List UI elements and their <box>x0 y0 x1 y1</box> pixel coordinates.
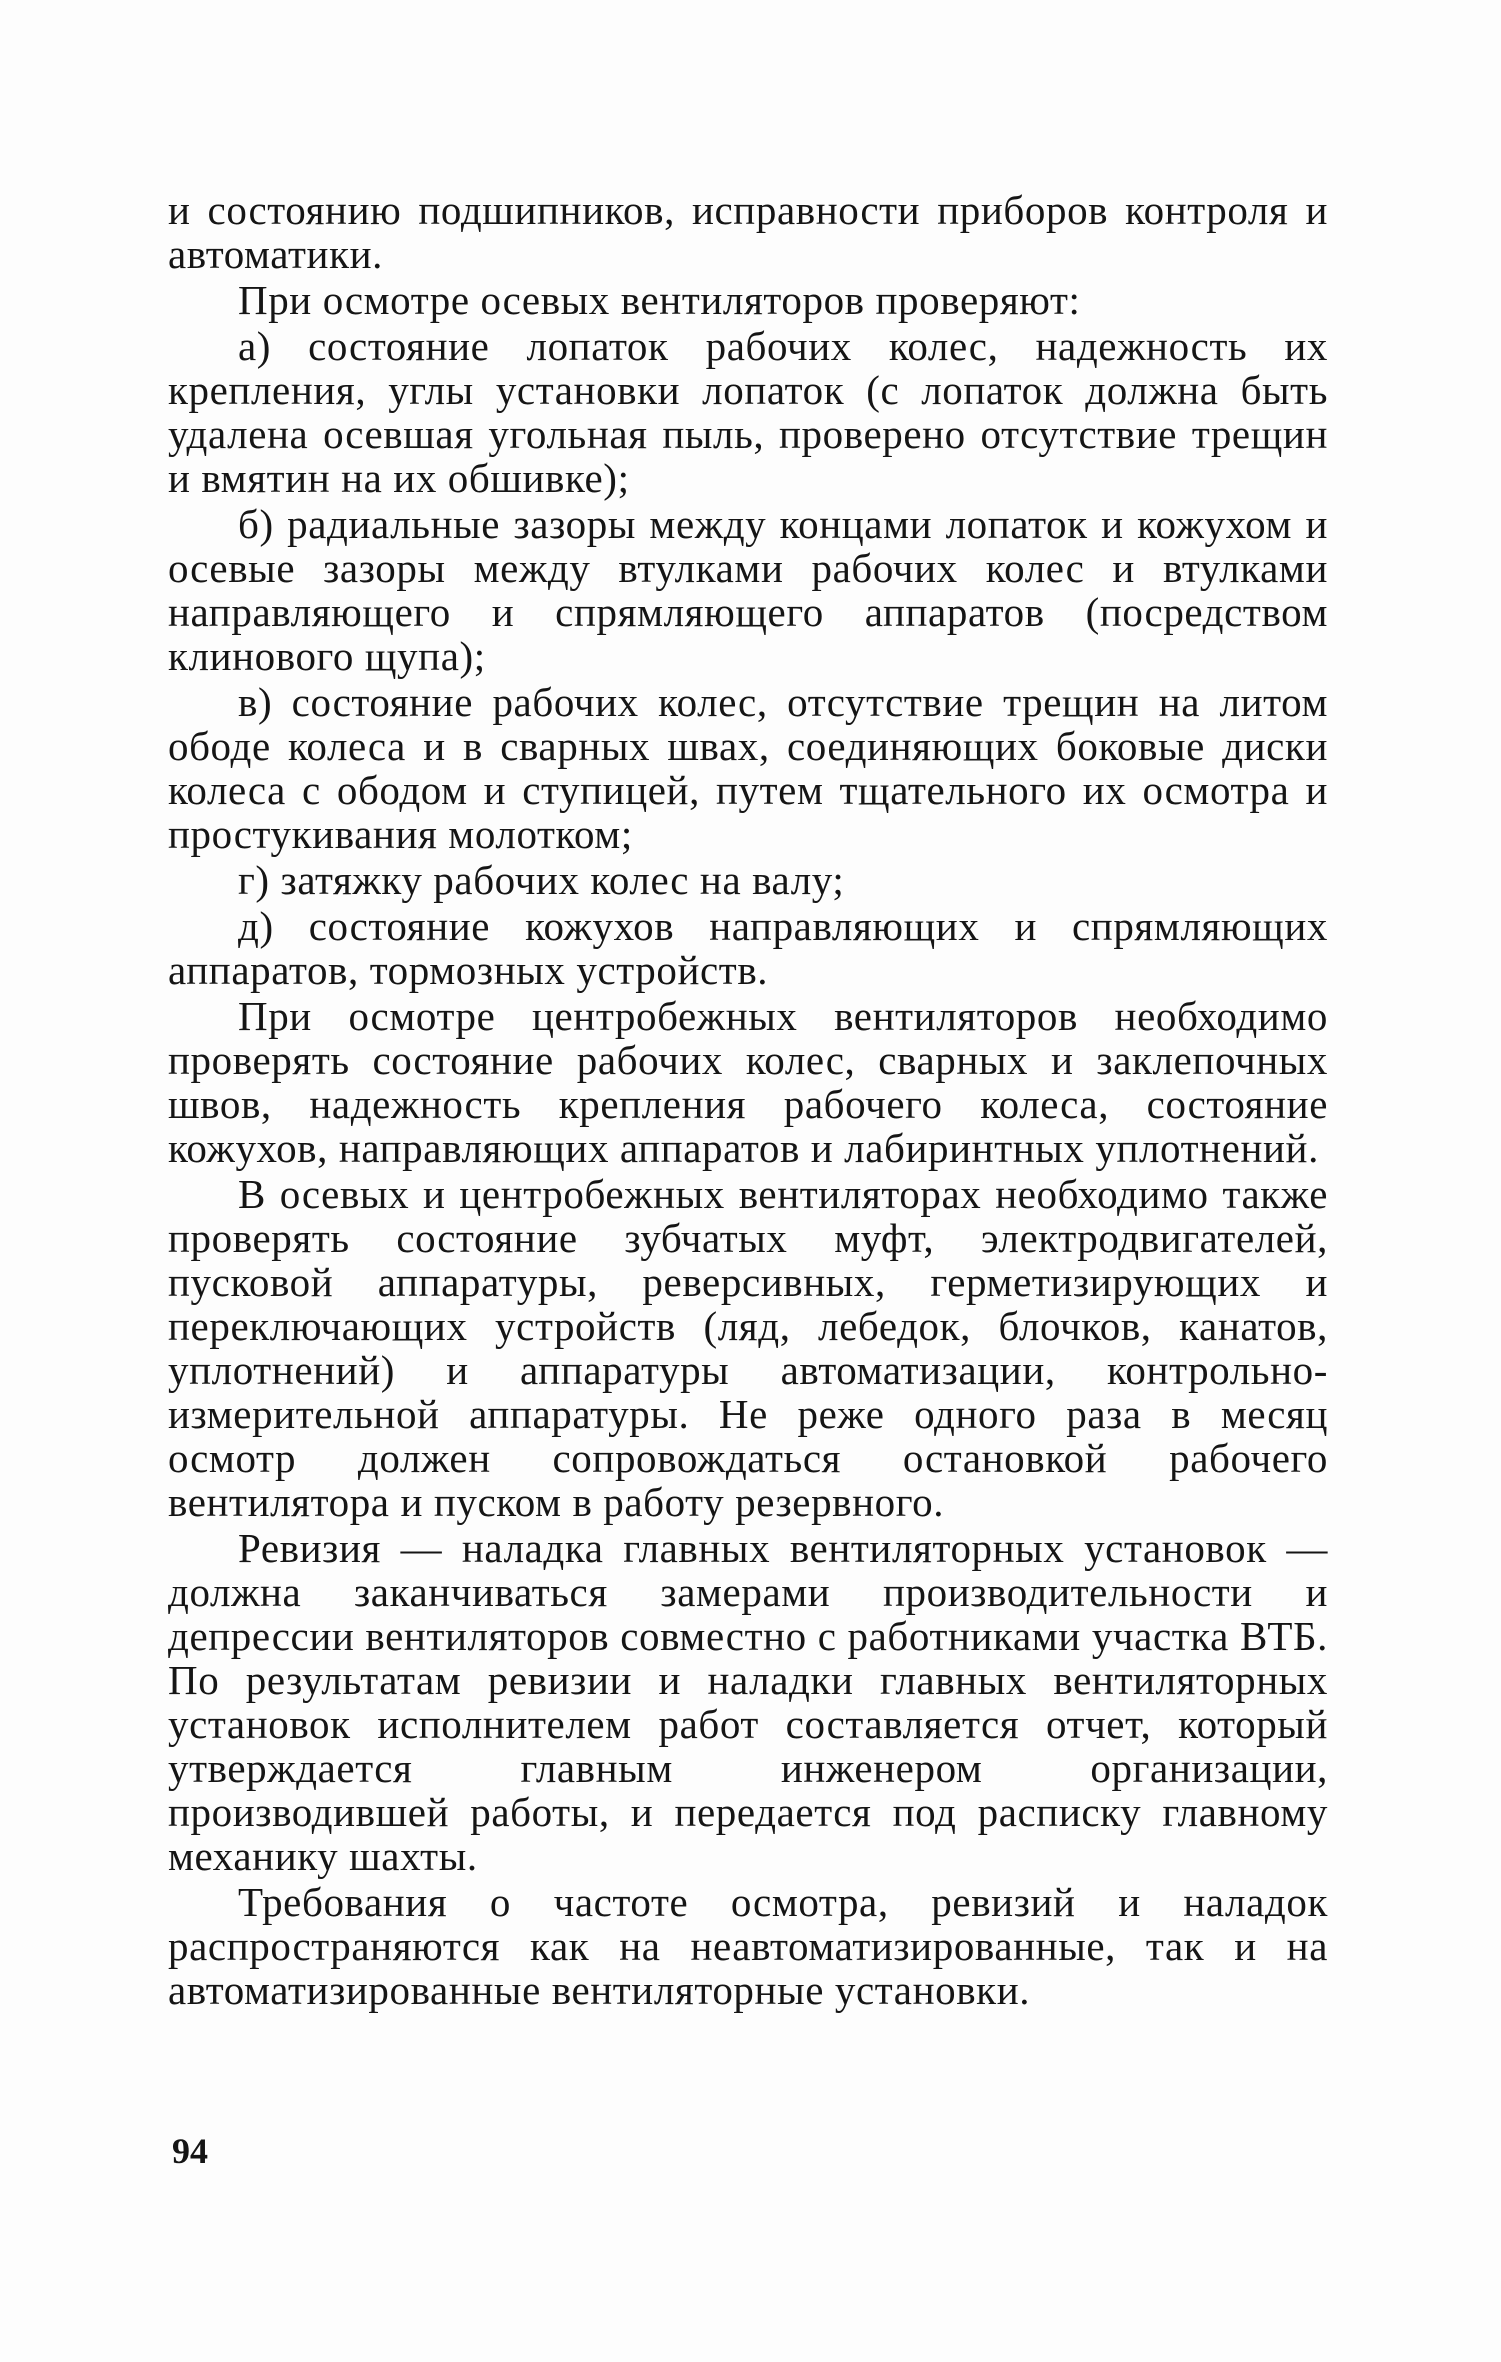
paragraph-requirements: Требования о частоте осмотра, ревизий и наладок распространяются как на неавтоматизированные, так и на автоматизированные вентиляторные установки. <box>168 1879 1328 2013</box>
paragraph-centrifugal: При осмотре центробежных вентиляторов необходимо проверять состояние рабочих колес, сварных и заклепочных швов, надежность крепления рабочего колеса, состояние кожухов, направляющих аппаратов и лабиринтных уплотнений. <box>168 993 1328 1171</box>
paragraph-continuation: и состоянию подшипников, исправности приборов контроля и автоматики. <box>168 187 1328 277</box>
list-item-g: г) затяжку рабочих колес на валу; <box>238 857 845 903</box>
paragraph-axial-and-centrifugal: В осевых и центробежных вентиляторах необходимо также проверять состояние зубчатых муфт, электродвигателей, пусковой аппаратуры, реверсивных, герметизирующих и переключающих устройств (ляд, лебедок, блочков, канатов, уплотнений) и аппаратуры автоматизации, контрольно-измерительной аппаратуры. Не реже одного раза в месяц осмотр должен сопровождаться остановкой рабочего вентилятора и пуском в работу резервного. <box>168 1171 1328 1525</box>
list-item-b: б) радиальные зазоры между концами лопаток и кожухом и осевые зазоры между втулками рабочих колес и втулками направляющего и спрямляющего аппаратов (посредством клинового щупа); <box>168 501 1328 679</box>
list-item-v: в) состояние рабочих колес, отсутствие трещин на литом ободе колеса и в сварных швах, соединяющих боковые диски колеса с ободом и ступицей, путем тщательного их осмотра и простукивания молотком; <box>168 679 1328 857</box>
list-item-a: а) состояние лопаток рабочих колес, надежность их крепления, углы установки лопаток (с лопаток должна быть удалена осевшая угольная пыль, проверено отсутствие трещин и вмятин на их обшивке); <box>168 323 1328 501</box>
paragraph-axial-inspection-intro: При осмотре осевых вентиляторов проверяют: <box>238 277 1081 323</box>
page-body <box>168 188 1328 2014</box>
paragraph-revision: Ревизия — наладка главных вентиляторных установок — должна заканчиваться замерами производительности и депрессии вентиляторов совместно с работниками участка ВТБ. По результатам ревизии и наладки главных вентиляторных установок исполнителем работ составляется отчет, который утверждается главным инженером организации, производившей работы, и передается под расписку главному механику шахты. <box>168 1525 1328 1879</box>
list-item-d: д) состояние кожухов направляющих и спрямляющих аппаратов, тормозных устройств. <box>168 903 1328 993</box>
page-number: 94 <box>172 2131 208 2171</box>
